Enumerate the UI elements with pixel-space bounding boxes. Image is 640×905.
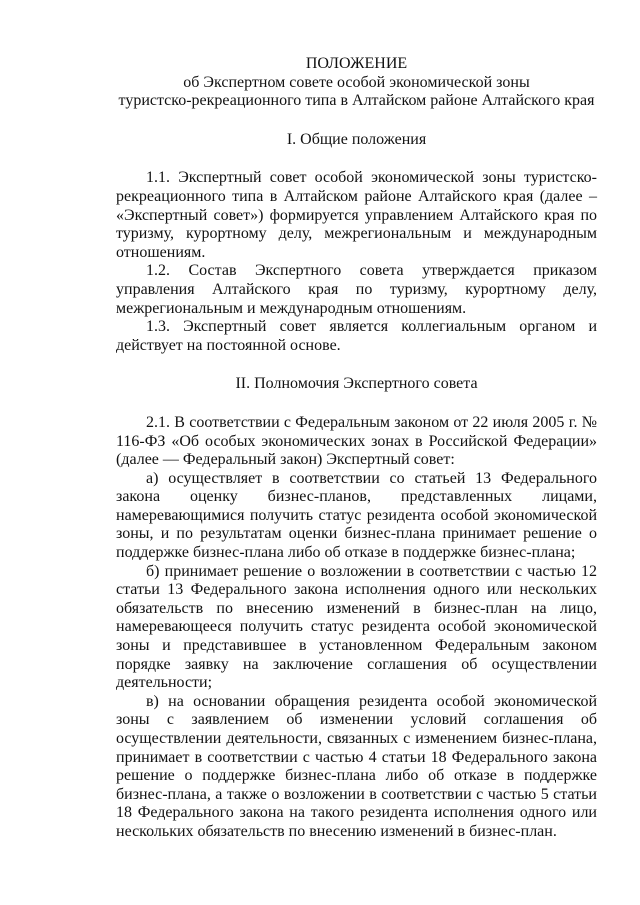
document-title-block <box>116 55 597 111</box>
paragraph-2-1-c: в) на основании обращения резидента особой экономической зоны с заявлением об изменении условий соглашения об осуществлении деятельности, связанных с изменением бизнес-плана, принимает в соответствии с частью 4 статьи 18 Федерального закона решение о поддержке бизнес-плана либо об отказе в поддержке бизнес-плана, а также о возложении в соответствии с частью 5 статьи 18 Федерального закона на такого резидента исполнения одного или нескольких обязательств по внесению изменений в бизнес-план. <box>116 692 597 840</box>
document-title: ПОЛОЖЕНИЕ <box>305 55 408 72</box>
paragraph-1-3: 1.3. Экспертный совет является коллегиальным органом и действует на постоянной основе. <box>116 318 597 354</box>
paragraph-1-1: 1.1. Экспертный совет особой экономической зоны туристско-рекреационного типа в Алтайском районе Алтайского края (далее – «Экспертный совет») формируется управлением Алтайского края по туризму, курортному делу, межрегиональным и международным отношениям. <box>116 169 597 261</box>
paragraph-2-1: 2.1. В соответствии с Федеральным законом от 22 июля 2005 г. № 116-ФЗ «Об особых экономических зонах в Российской Федерации» (далее — Федеральный закон) Экспертный совет: <box>116 413 597 469</box>
paragraph-2-1-a: а) осуществляет в соответствии со статьей 13 Федерального закона оценку бизнес-планов, представленных лицами, намеревающимися получить статус резидента особой экономической зоны, и по результатам оценки бизнес-плана принимает решение о поддержке бизнес-плана либо об отказе в поддержке бизнес-плана; <box>116 469 597 562</box>
document-page <box>116 55 597 842</box>
paragraph-1-2: 1.2. Состав Экспертного совета утверждается приказом управления Алтайского края по туризму, курортному делу, межрегиональным и международным отношениям. <box>116 262 597 317</box>
document-subtitle-line-1: об Экспертном совете особой экономической зоны <box>183 73 530 91</box>
section-1-heading: I. Общие положения <box>286 130 427 148</box>
section-2-heading: II. Полномочия Экспертного совета <box>235 375 478 393</box>
document-subtitle-line-2: туристско-рекреационного типа в Алтайском районе Алтайского края <box>118 92 595 110</box>
paragraph-2-1-b: б) принимает решение о возложении в соответствии с частью 12 статьи 13 Федерального закона исполнения одного или нескольких обязательств по внесению изменений в бизнес-план на лицо, намеревающееся получить статус резидента особой экономической зоны и представившее в установленном Федеральным законом порядке заявку на заключение соглашения об осуществлении деятельности; <box>116 562 597 692</box>
